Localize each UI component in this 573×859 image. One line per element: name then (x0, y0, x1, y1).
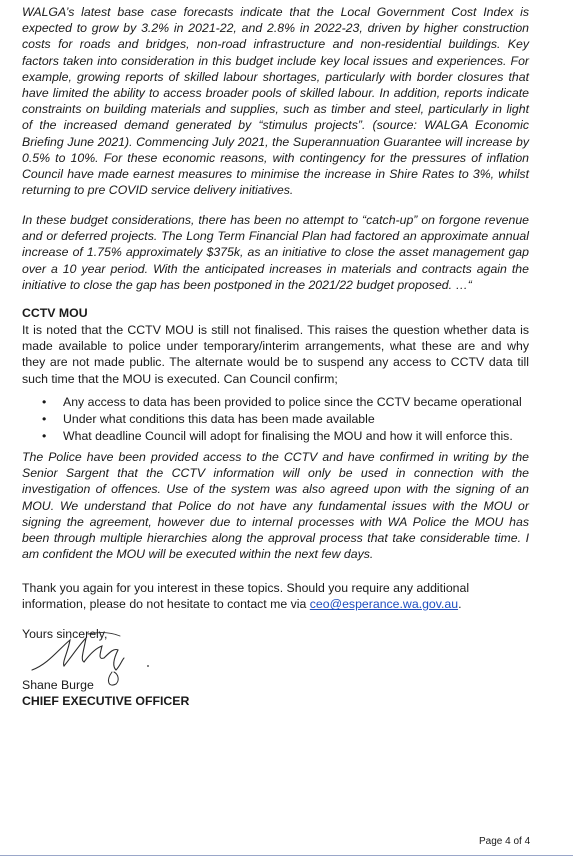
page-number: Page 4 of 4 (479, 836, 531, 847)
contact-paragraph (22, 580, 529, 612)
police-response-paragraph: The Police have been provided access to the CCTV and have confirmed in writing by the Senior Sargent that the CCTV information will only be used in connection with the investigation of offences. Use of the system was also agreed upon with the signing of an MOU. We understand that Police do not have any fundamental issues with the MOU or signing the agreement, however due to internal processes with WA Police the MOU has been through multiple hierarchies along the approval process that take considerable time. I am confident the MOU will be executed within the next few days. (22, 450, 529, 562)
list-item-text: Under what conditions this data has been made available (63, 412, 375, 426)
list-item-text: What deadline Council will adopt for finalising the MOU and how it will enforce this. (63, 429, 513, 443)
bullet-icon: • (42, 395, 47, 409)
budget-paragraph: WALGA’s latest base case forecasts indicate that the Local Government Cost Index is expected to grow by 3.2% in 2021-22, and 2.8% in 2022-23, driven by higher construction costs for roads and bridges, non-road infrastructure and non-residential buildings. Key factors taken into consideration in this budget include key local issues and experiences. For example, growing reports of skilled labour shortages, particularly with border closures that have limited the ability to access broader pools of skilled labour. In addition, reports indicate constraints on building materials and supplies, such as timber and steel, particularly in light of the increased demand generated by “stimulus projects”. (source: WALGA Economic Briefing June 2021). Commencing July 2021, the Superannuation Guarantee will increase by 0.5% to 10%. For these economic reasons, with contingency for the pressures of inflation Council have made earnest measures to minimise the increase in Shire Rates to 3%, whilst returning to pre COVID service delivery initiatives. (22, 5, 529, 198)
bullet-icon: • (42, 429, 47, 443)
bullet-icon: • (42, 412, 47, 426)
list-item (22, 428, 529, 445)
long-term-plan-paragraph: In these budget considerations, there has been no attempt to “catch-up” on forgone revenue and or deferred projects. The Long Term Financial Plan had factored an approximate annual increase of 1.75% approximately $375k, as an initiative to close the asset management gap over a 10 year period. With the anticipated increases in materials and contracts again the initiative to close the gap has been postponed in the 2021/22 budget proposed. …“ (22, 213, 529, 292)
closing-salutation: Yours sincerely, (22, 627, 108, 641)
contact-text-end: . (458, 597, 462, 612)
signer-title: CHIEF EXECUTIVE OFFICER (22, 694, 190, 708)
footer-rule (0, 855, 573, 856)
list-item (22, 394, 529, 411)
contact-text: Thank you again for you interest in these topics. Should you require any additional information, please do not hesitate to contact me via (22, 581, 470, 612)
list-item-text: Any access to data has been provided to police since the CCTV became operational (63, 395, 522, 409)
list-item (22, 411, 529, 428)
signer-name: Shane Burge (22, 678, 94, 692)
email-link[interactable]: ceo@esperance.wa.gov.au (309, 597, 459, 612)
cctv-question-paragraph: It is noted that the CCTV MOU is still not finalised. This raises the question whether data is made available to police under temporary/interim arrangements, what these are and why they are not made public. The alternate would be to suspend any access to CCTV data till such time that the MOU is executed. Can Council confirm; (22, 323, 529, 386)
cctv-section-heading: CCTV MOU (22, 306, 88, 320)
cctv-question-list (22, 394, 529, 445)
